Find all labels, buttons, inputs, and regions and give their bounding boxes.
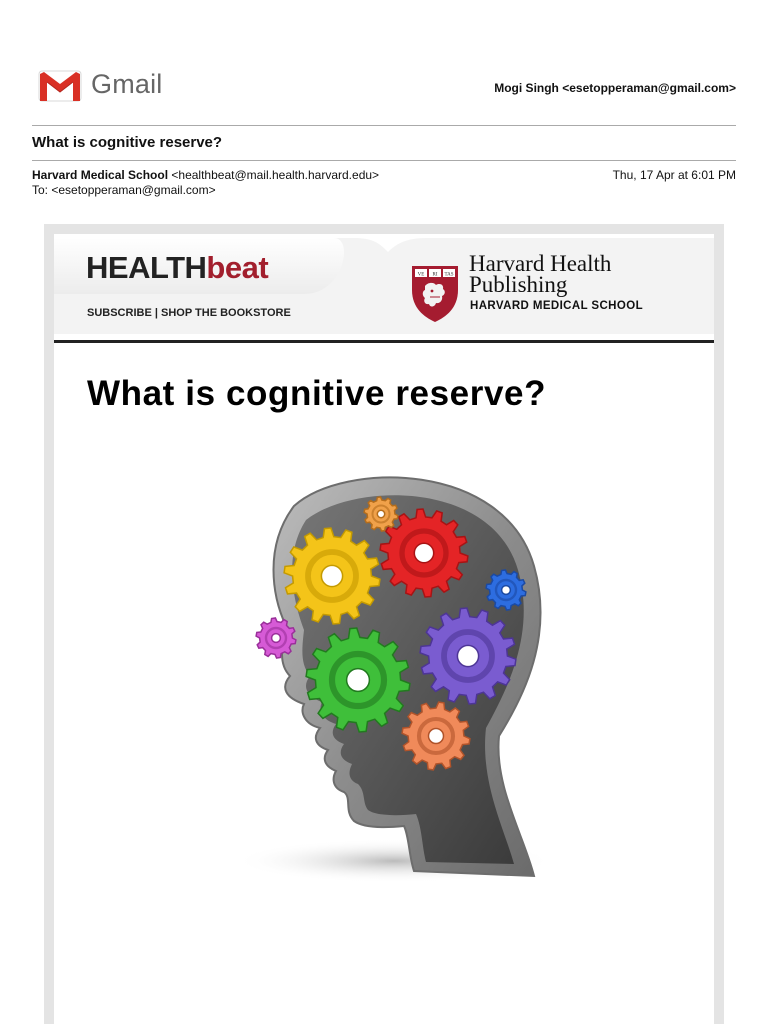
sender-name: Harvard Medical School xyxy=(32,168,169,182)
purple-gear-hub xyxy=(457,645,478,666)
gmail-wordmark: Gmail xyxy=(91,69,163,99)
newsletter-nav xyxy=(87,307,291,319)
divider-subject xyxy=(32,160,736,161)
orange-small-gear-hub xyxy=(377,510,384,517)
to-line: To: <esetopperaman@gmail.com> xyxy=(32,183,216,197)
publisher-line-2: Publishing xyxy=(469,272,568,297)
yellow-gear-hub xyxy=(321,565,342,586)
email-body-frame xyxy=(44,224,724,1024)
salmon-gear-hub xyxy=(429,729,444,744)
publisher-school: HARVARD MEDICAL SCHOOL xyxy=(470,300,644,312)
sender-email: <healthbeat@mail.health.harvard.edu> xyxy=(171,168,380,182)
head-with-gears-illustration xyxy=(204,466,564,896)
gmail-m-icon xyxy=(38,70,82,102)
article-title: What is cognitive reserve? xyxy=(87,374,547,413)
red-gear-hub xyxy=(414,543,433,562)
email-subject: What is cognitive reserve? xyxy=(32,134,223,151)
banner-divider xyxy=(54,340,714,343)
newsletter-banner xyxy=(54,234,714,334)
logo-beat: beat xyxy=(206,250,269,285)
gmail-header xyxy=(0,60,768,116)
magenta-gear-hub xyxy=(272,634,281,643)
harvard-shield-icon[interactable] xyxy=(410,264,460,324)
account-label: Mogi Singh <esetopperaman@gmail.com> xyxy=(494,81,736,95)
shield-text-ri: RI xyxy=(432,272,438,278)
blue-gear-hub xyxy=(502,586,511,595)
shield-text-tas: TAS xyxy=(444,272,454,278)
from-line xyxy=(32,168,379,182)
shop-bookstore-link[interactable]: SHOP THE BOOKSTORE xyxy=(161,307,291,319)
subscribe-link[interactable]: SUBSCRIBE xyxy=(87,307,152,319)
email-date: Thu, 17 Apr at 6:01 PM xyxy=(612,168,736,182)
publisher-name[interactable] xyxy=(469,253,611,295)
nav-separator: | xyxy=(151,307,161,319)
publisher-line-1: Harvard Health xyxy=(469,251,612,276)
shield-text-ve: VE xyxy=(417,272,425,278)
logo-health: HEALTH xyxy=(86,250,207,285)
green-gear-hub xyxy=(347,669,370,692)
divider-top xyxy=(32,125,736,126)
newsletter xyxy=(54,234,714,1024)
healthbeat-logo[interactable] xyxy=(86,250,268,286)
